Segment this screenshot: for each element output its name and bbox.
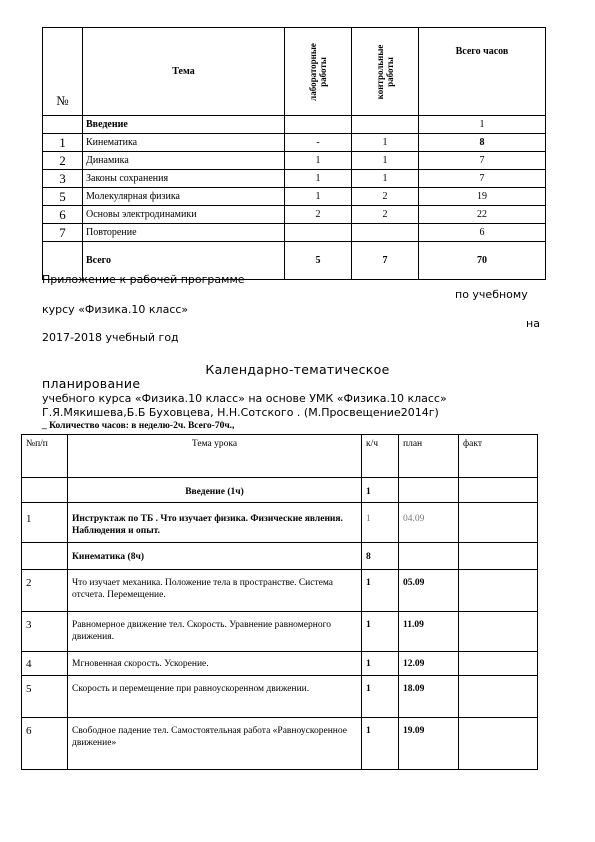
row-control: 1: [352, 134, 419, 152]
lesson-kch: 1: [362, 570, 399, 612]
lesson-fact: [459, 612, 538, 652]
lesson-plan: 05.09: [399, 570, 459, 612]
row-num: 2: [43, 152, 83, 170]
header-plan: план: [399, 435, 459, 478]
lesson-kch: 1: [362, 503, 399, 543]
row-total: 7: [419, 170, 546, 188]
lesson-row: [22, 676, 538, 718]
lesson-row: [22, 570, 538, 612]
header-control: [352, 28, 419, 116]
lesson-kch: 1: [362, 718, 399, 770]
lesson-plan: 04.09: [399, 503, 459, 543]
row-topic: Динамика: [83, 152, 285, 170]
header-topic: Тема урока: [68, 435, 362, 478]
header-lab-label: лабораторные работы: [308, 42, 328, 101]
row-lab: -: [285, 134, 352, 152]
row-num: [43, 116, 83, 134]
calendar-authors: Г.Я.Мякишева,Б.Б Буховцева, Н.Н.Сотского . (М.Просвещение2014г): [42, 406, 439, 419]
row-lab: 1: [285, 188, 352, 206]
row-control: [352, 224, 419, 242]
summary-header-row: [43, 28, 546, 116]
row-num: 3: [43, 170, 83, 188]
lesson-header-row: [22, 435, 538, 478]
lesson-fact: [459, 718, 538, 770]
lesson-topic: Введение (1ч): [68, 478, 362, 503]
row-num: 5: [43, 188, 83, 206]
header-num: №п/п: [22, 435, 68, 478]
lesson-kch: 8: [362, 543, 399, 570]
header-control-label: контрольные работы: [375, 44, 395, 99]
row-topic: Кинематика: [83, 134, 285, 152]
lesson-topic: Инструктаж по ТБ . Что изучает физика. Физические явления. Наблюдения и опыт.: [68, 503, 362, 543]
row-lab: 2: [285, 206, 352, 224]
calendar-hours: _ Количество часов: в неделю-2ч. Всего-70ч.,: [42, 421, 235, 431]
row-topic: Повторение: [83, 224, 285, 242]
lesson-row: [22, 652, 538, 676]
row-topic: Основы электродинамики: [83, 206, 285, 224]
lesson-section-row: [22, 543, 538, 570]
row-topic: Введение: [83, 116, 285, 134]
summary-row: [43, 134, 546, 152]
row-num: 6: [43, 206, 83, 224]
summary-row: [43, 188, 546, 206]
row-num: 1: [43, 134, 83, 152]
row-lab: [285, 224, 352, 242]
summary-row: [43, 224, 546, 242]
header-topic: Тема: [83, 28, 285, 116]
lesson-kch: 1: [362, 478, 399, 503]
row-control: [352, 116, 419, 134]
calendar-title-2: планирование: [42, 376, 141, 391]
summary-row: [43, 206, 546, 224]
lesson-kch: 1: [362, 676, 399, 718]
summary-row: [43, 152, 546, 170]
lesson-plan: [399, 543, 459, 570]
lesson-num: 6: [22, 718, 68, 770]
lesson-row: [22, 612, 538, 652]
row-lab: 1: [285, 152, 352, 170]
row-num: 7: [43, 224, 83, 242]
row-control: 2: [352, 206, 419, 224]
lesson-plan: [399, 478, 459, 503]
lesson-topic: Что изучает механика. Положение тела в пространстве. Система отсчета. Перемещение.: [68, 570, 362, 612]
lesson-topic: Кинематика (8ч): [68, 543, 362, 570]
lesson-num: [22, 543, 68, 570]
lesson-topic: Равномерное движение тел. Скорость. Уравнение равномерного движения.: [68, 612, 362, 652]
header-num: №: [43, 28, 83, 116]
row-total: 7: [419, 152, 546, 170]
total-label: Всего: [83, 242, 285, 280]
calendar-title: Календарно-тематическое: [205, 362, 390, 377]
total-control: 7: [352, 242, 419, 280]
row-lab: [285, 116, 352, 134]
header-lab: [285, 28, 352, 116]
lesson-topic: Свободное падение тел. Самостоятельная работа «Равноускоренное движение»: [68, 718, 362, 770]
total-hours: 70: [419, 242, 546, 280]
appendix-line-4: на: [526, 317, 540, 330]
appendix-line-1: Приложение к рабочей программе: [42, 273, 245, 286]
header-total: Всего часов: [419, 28, 546, 116]
row-total: 8: [419, 134, 546, 152]
total-lab: 5: [285, 242, 352, 280]
lesson-fact: [459, 676, 538, 718]
row-control: 1: [352, 170, 419, 188]
row-total: 1: [419, 116, 546, 134]
header-fact: факт: [459, 435, 538, 478]
lesson-num: 4: [22, 652, 68, 676]
summary-row: [43, 116, 546, 134]
lesson-section-row: [22, 478, 538, 503]
header-kch: к/ч: [362, 435, 399, 478]
lesson-num: 2: [22, 570, 68, 612]
lesson-plan: 11.09: [399, 612, 459, 652]
lesson-fact: [459, 570, 538, 612]
lesson-num: [22, 478, 68, 503]
appendix-line-2: по учебному: [455, 288, 528, 301]
appendix-line-3: курсу «Физика.10 класс»: [42, 303, 189, 316]
lesson-fact: [459, 543, 538, 570]
lesson-num: 5: [22, 676, 68, 718]
lesson-row: [22, 503, 538, 543]
row-topic: Законы сохранения: [83, 170, 285, 188]
lesson-topic: Мгновенная скорость. Ускорение.: [68, 652, 362, 676]
summary-table: [42, 27, 546, 280]
row-total: 6: [419, 224, 546, 242]
lesson-plan: 19.09: [399, 718, 459, 770]
lesson-num: 3: [22, 612, 68, 652]
row-topic: Молекулярная физика: [83, 188, 285, 206]
lesson-kch: 1: [362, 652, 399, 676]
summary-row: [43, 170, 546, 188]
lesson-fact: [459, 503, 538, 543]
row-total: 22: [419, 206, 546, 224]
row-control: 1: [352, 152, 419, 170]
calendar-subtitle: учебного курса «Физика.10 класс» на основе УМК «Физика.10 класс»: [42, 392, 447, 405]
row-total: 19: [419, 188, 546, 206]
lesson-table: [21, 434, 538, 770]
lesson-topic: Скорость и перемещение при равноускоренном движении.: [68, 676, 362, 718]
lesson-kch: 1: [362, 612, 399, 652]
appendix-line-5: 2017-2018 учебный год: [42, 331, 179, 344]
lesson-plan: 18.09: [399, 676, 459, 718]
lesson-fact: [459, 652, 538, 676]
row-lab: 1: [285, 170, 352, 188]
row-control: 2: [352, 188, 419, 206]
lesson-row: [22, 718, 538, 770]
lesson-plan: 12.09: [399, 652, 459, 676]
lesson-fact: [459, 478, 538, 503]
lesson-num: 1: [22, 503, 68, 543]
